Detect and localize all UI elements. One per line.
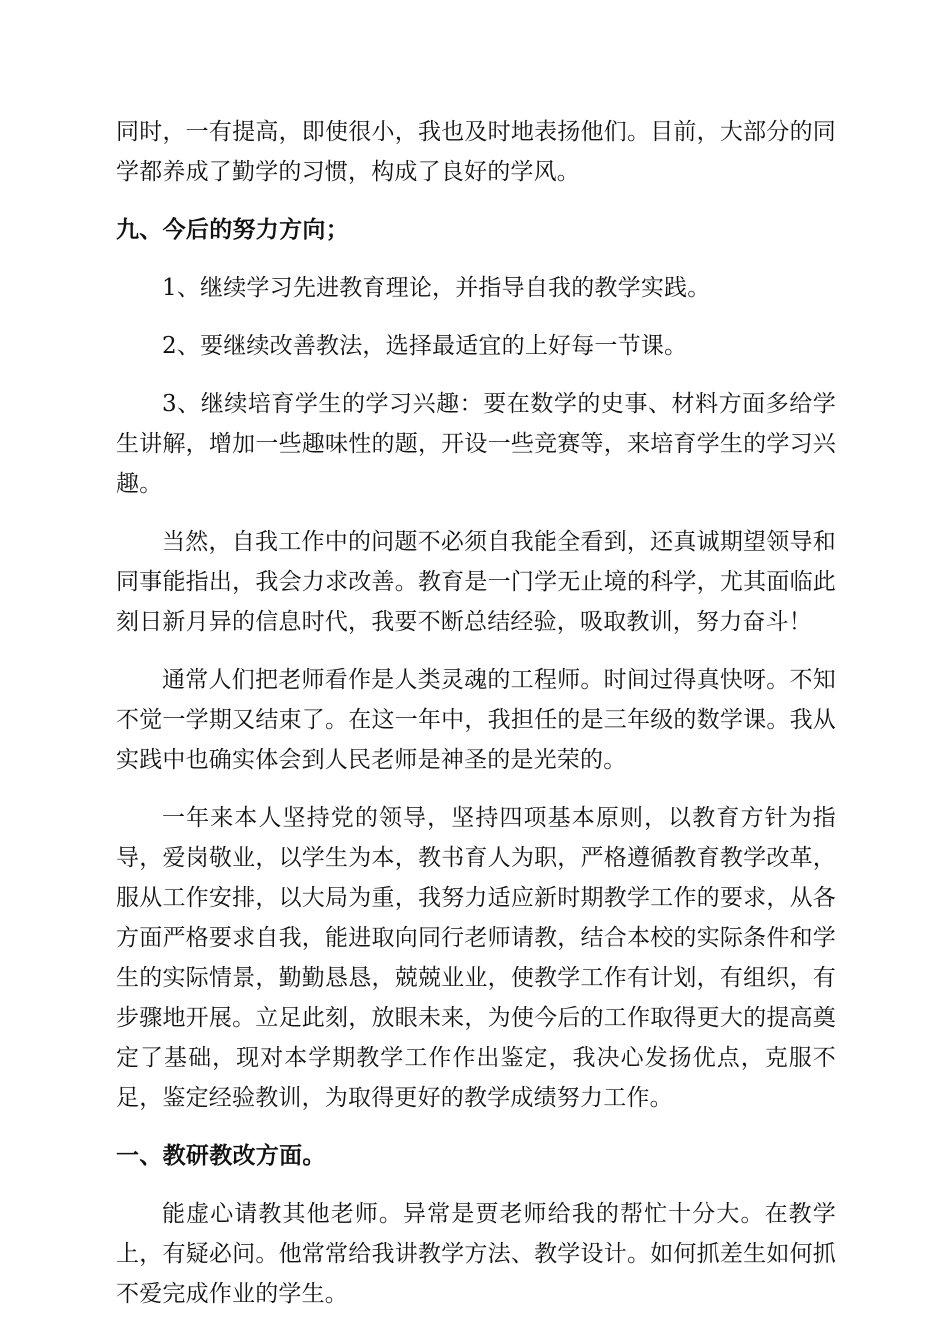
section-heading: 九、今后的努力方向；: [116, 216, 349, 243]
paragraph: 一年来本人坚持党的领导，坚持四项基本原则，以教育方针为指导，爱岗敬业，以学生为本，教书育人为职，严格遵循教育教学改革，服从工作安排，以大局为重，我努力适应新时期教学工作的要求，从各方面严格要求自我，能进取向同行老师请教，结合本校的实际条件和学生的实际情景，勤勤恳恳，兢兢业业，使教学工作有计划，有组织，有步骤地开展。立足此刻，放眼未来，为使今后的工作取得更大的提高奠定了基础，现对本学期教学工作作出鉴定，我决心发扬优点，克服不足，鉴定经验教训，为取得更好的教学成绩努力工作。: [116, 805, 836, 1111]
paragraph: 通常人们把老师看作是人类灵魂的工程师。时间过得真快呀。不知不觉一学期又结束了。在这一年中，我担任的是三年级的数学课。我从实践中也确实体会到人民老师是神圣的是光荣的。: [116, 667, 836, 773]
paragraph: 3、继续培育学生的学习兴趣：要在数学的史事、材料方面多给学生讲解，增加一些趣味性的题，开设一些竞赛等，来培育学生的学习兴趣。: [116, 391, 836, 497]
paragraph: 能虚心请教其他老师。异常是贾老师给我的帮忙十分大。在教学上，有疑必问。他常常给我讲教学方法、教学设计。如何抓差生如何抓不爱完成作业的学生。: [116, 1201, 836, 1307]
paragraph: 2、要继续改善教法，选择最适宜的上好每一节课。: [162, 333, 688, 359]
document-body: [116, 112, 836, 1332]
paragraph: 1、继续学习先进教育理论，并指导自我的教学实践。: [162, 275, 711, 301]
paragraph: 当然，自我工作中的问题不必须自我能全看到，还真诚期望领导和同事能指出，我会力求改善。教育是一门学无止境的科学，尤其面临此刻日新月异的信息时代，我要不断总结经验，吸取教训，努力奋斗！: [116, 529, 836, 635]
paragraph: 同时，一有提高，即使很小，我也及时地表扬他们。目前，大部分的同学都养成了勤学的习惯，构成了良好的学风。: [116, 119, 836, 185]
section-heading: 一、教研教改方面。: [116, 1142, 326, 1169]
